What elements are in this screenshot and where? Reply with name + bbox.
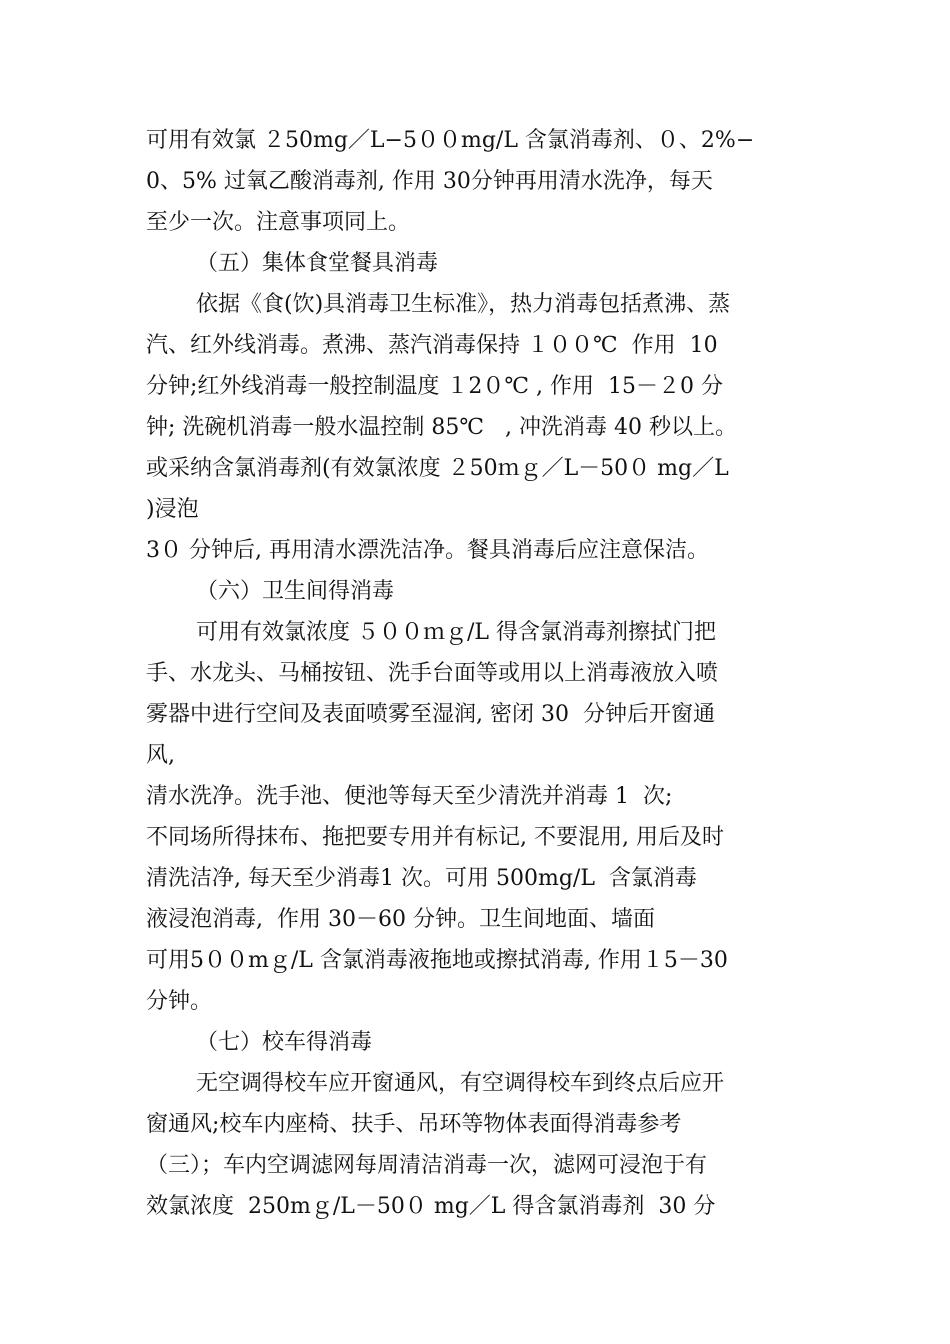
text-line: 依据《食(饮)具消毒卫生标准》，热力消毒包括煮沸、蒸 xyxy=(196,292,731,317)
text-line: 效氯浓度 250mｇ/L－50０ mg／L 得含氯消毒剂 30 分 xyxy=(146,1194,716,1219)
section-heading: （七）校车得消毒 xyxy=(196,1030,373,1055)
text-line: 或采纳含氯消毒剂(有效氯浓度 ２50ｍｇ／L－50０ mg／L xyxy=(146,456,729,481)
text-line: 钟; 洗碗机消毒一般水温控制 85℃ , 冲洗消毒 40 秒以上。 xyxy=(146,415,737,440)
text-line: 无空调得校车应开窗通风，有空调得校车到终点后应开 xyxy=(196,1071,725,1096)
text-line: 分钟;红外线消毒一般控制温度 １2０℃ , 作用 15－２0 分 xyxy=(146,374,723,399)
section-heading: （五）集体食堂餐具消毒 xyxy=(196,251,439,276)
text-line: )浸泡 xyxy=(146,497,199,522)
text-line: 至少一次。注意事项同上。 xyxy=(146,210,411,235)
text-line: 手、水龙头、马桶按钮、洗手台面等或用以上消毒液放入喷 xyxy=(146,661,719,686)
text-line: 可用有效氯 ２50mg／L−5００mg/L 含氯消毒剂、０、2%− xyxy=(146,128,755,153)
text-line: 液浸泡消毒, 作用 30－60 分钟。卫生间地面、墙面 xyxy=(146,907,655,932)
text-line: 清洗洁净, 每天至少消毒1 次。可用 500mg/L 含氯消毒 xyxy=(146,866,697,891)
text-line: 清水洗净。洗手池、便池等每天至少清洗并消毒 1 次; xyxy=(146,784,673,809)
text-line: 汽、红外线消毒。煮沸、蒸汽消毒保持 １００℃ 作用 10 xyxy=(146,333,718,358)
text-line: 不同场所得抹布、拖把要专用并有标记, 不要混用, 用后及时 xyxy=(146,825,724,850)
text-line: （三）；车内空调滤网每周清洁消毒一次，滤网可浸泡于有 xyxy=(146,1153,708,1178)
text-line: 风, xyxy=(146,743,175,768)
section-heading: （六）卫生间得消毒 xyxy=(196,579,395,604)
text-line: 雾器中进行空间及表面喷雾至湿润, 密闭 30 分钟后开窗通 xyxy=(146,702,715,727)
text-line: 可用有效氯浓度 ５００ｍｇ/L 得含氯消毒剂擦拭门把 xyxy=(196,620,717,645)
text-line: 分钟。 xyxy=(146,989,213,1014)
text-line: 3０ 分钟后, 再用清水漂洗洁净。餐具消毒后应注意保洁。 xyxy=(146,538,709,563)
text-line: 窗通风;校车内座椅、扶手、吊环等物体表面得消毒参考 xyxy=(146,1112,682,1137)
text-line: 0、5% 过氧乙酸消毒剂, 作用 30分钟再用清水洗净，每天 xyxy=(146,169,713,194)
text-line: 可用5００mｇ/L 含氯消毒液拖地或擦拭消毒, 作用１5－30 xyxy=(146,948,728,973)
